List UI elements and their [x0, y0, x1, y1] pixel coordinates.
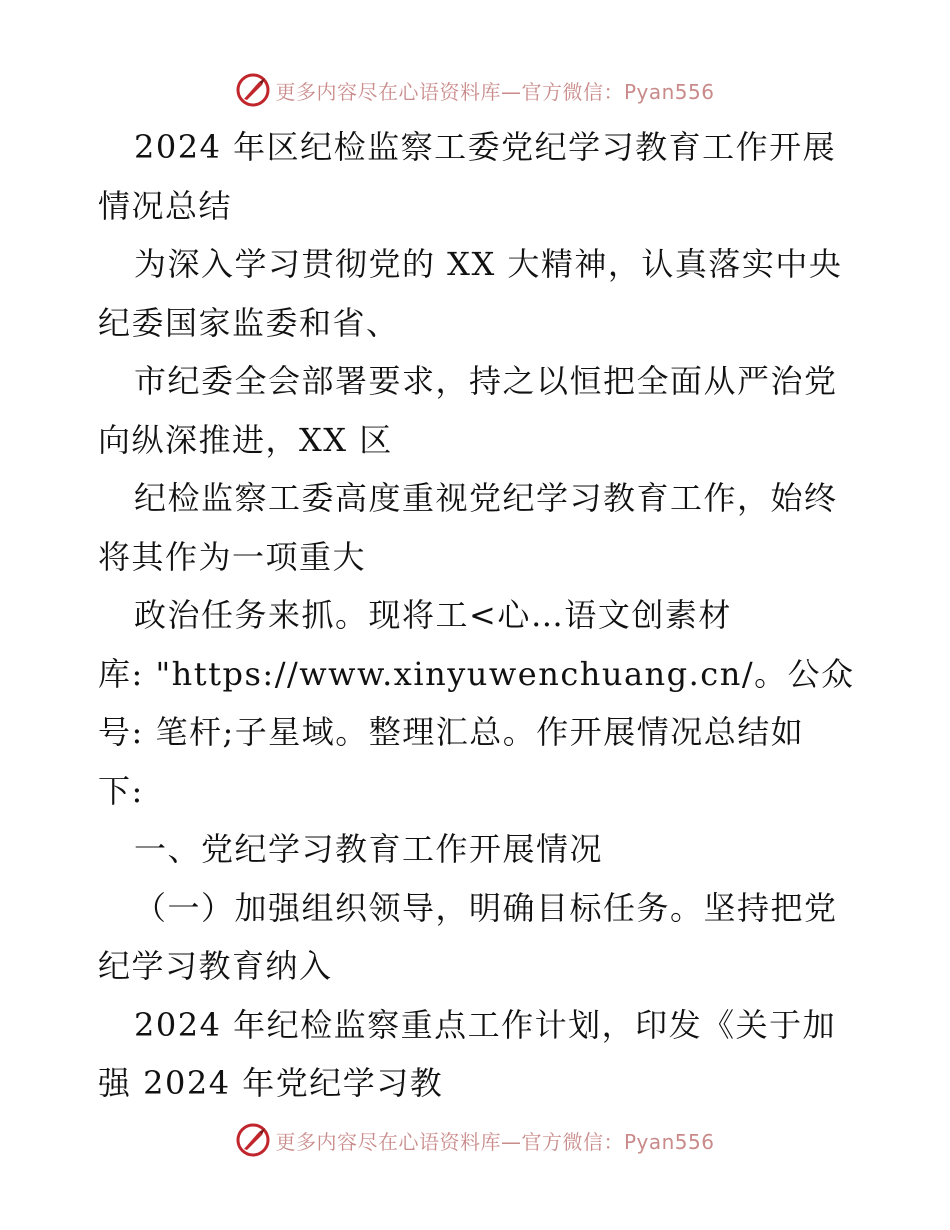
header-watermark-banner: [0, 70, 950, 110]
text-line: （一）加强组织领导，明确目标任务。坚持把党: [134, 888, 838, 927]
text-line: 纪学习教育纳入: [98, 947, 333, 985]
text-line: 下:: [98, 771, 144, 810]
text-line: 政治任务来抓。现将工<心…语文创素材: [134, 596, 732, 634]
text-line: 市纪委全会部署要求，持之以恒把全面从严治党: [134, 362, 838, 400]
text-line: 为深入学习贯彻党的 XX 大精神，认真落实中央: [134, 245, 843, 283]
text-line: 将其作为一项重大: [98, 537, 367, 576]
document-body: [98, 118, 858, 1113]
quill-pen-logo-icon: [235, 1122, 271, 1158]
footer-watermark-banner: [0, 1120, 950, 1160]
text-line: 纪委国家监委和省、: [98, 303, 400, 342]
quill-pen-logo-icon: [235, 72, 271, 108]
text-line: 强 2024 年党纪学习教: [98, 1064, 444, 1102]
text-line: 2024 年区纪检监察工委党纪学习教育工作开展: [134, 128, 837, 166]
text-line: 2024 年纪检监察重点工作计划，印发《关于加: [134, 1005, 837, 1044]
text-line: 一、党纪学习教育工作开展情况: [134, 830, 604, 868]
text-line: 情况总结: [98, 186, 233, 225]
text-line: 纪检监察工委高度重视党纪学习教育工作，始终: [134, 479, 838, 517]
text-line: 号: 笔杆;子星域。整理汇总。作开展情况总结如: [98, 713, 805, 751]
text-line: 库: "https://www.xinyuwenchuang.cn/。公众: [98, 654, 855, 693]
header-watermark-text: 更多内容尽在心语资料库—官方微信：Pyan556: [275, 79, 715, 104]
text-line: 向纵深推进，XX 区: [98, 420, 393, 459]
footer-watermark-text: 更多内容尽在心语资料库—官方微信：Pyan556: [275, 1129, 715, 1154]
